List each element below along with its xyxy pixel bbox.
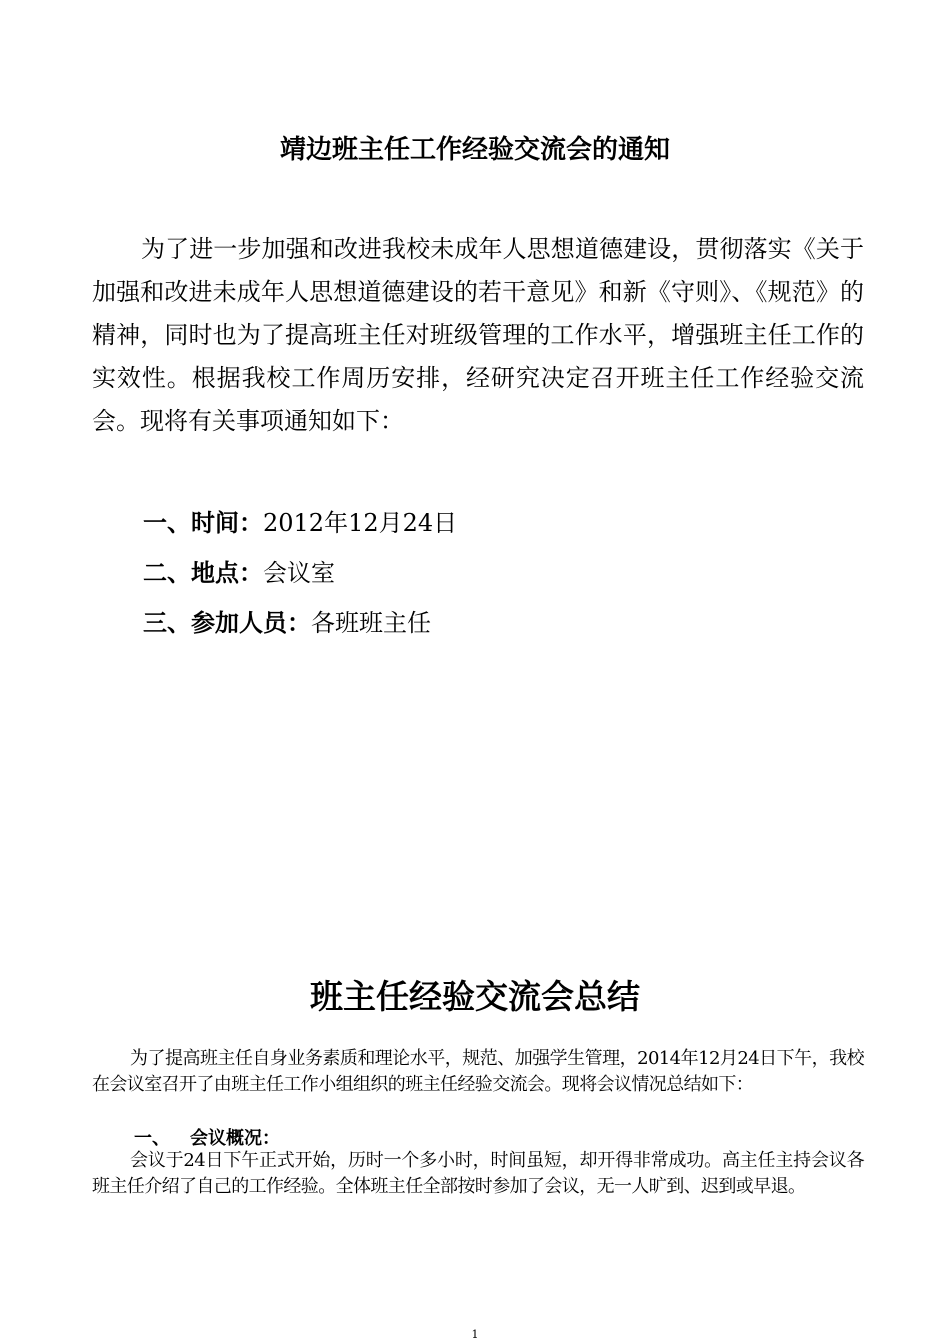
- notice-item-location: [143, 556, 335, 590]
- notice-item-value: 2012年12月24日: [263, 509, 458, 537]
- summary-title: 班主任经验交流会总结: [310, 977, 640, 1016]
- notice-item-label: 一、时间：: [143, 509, 263, 537]
- notice-item-value: 会议室: [263, 559, 335, 587]
- summary-section-heading-text: 会议概况：: [190, 1128, 280, 1149]
- notice-item-participants: [143, 606, 431, 640]
- summary-intro-paragraph: 为了提高班主任自身业务素质和理论水平，规范、加强学生管理，2014年12月24日下午，我校在会议室召开了由班主任工作小组组织的班主任经验交流会。现将会议情况总结如下：: [92, 1048, 864, 1095]
- notice-item-label: 二、地点：: [143, 559, 263, 587]
- notice-item-label: 三、参加人员：: [143, 609, 311, 637]
- summary-section-body: 会议于24日下午正式开始，历时一个多小时，时间虽短，却开得非常成功。高主任主持会议各班主任介绍了自己的工作经验。全体班主任全部按时参加了会议，无一人旷到、迟到或早退。: [92, 1150, 864, 1197]
- page-number: 1: [471, 1328, 479, 1341]
- notice-item-time: [143, 506, 457, 540]
- summary-section-number: 一、: [134, 1128, 170, 1149]
- notice-item-value: 各班班主任: [311, 609, 431, 637]
- notice-title: 靖边班主任工作经验交流会的通知: [279, 135, 670, 165]
- notice-body-paragraph: 为了进一步加强和改进我校未成年人思想道德建设，贯彻落实《关于加强和改进未成年人思想道德建设的若干意见》和新《守则》、《规范》的精神，同时也为了提高班主任对班级管理的工作水平，增强班主任工作的实效性。根据我校工作周历安排，经研究决定召开班主任工作经验交流会。现将有关事项通知如下：: [92, 235, 864, 435]
